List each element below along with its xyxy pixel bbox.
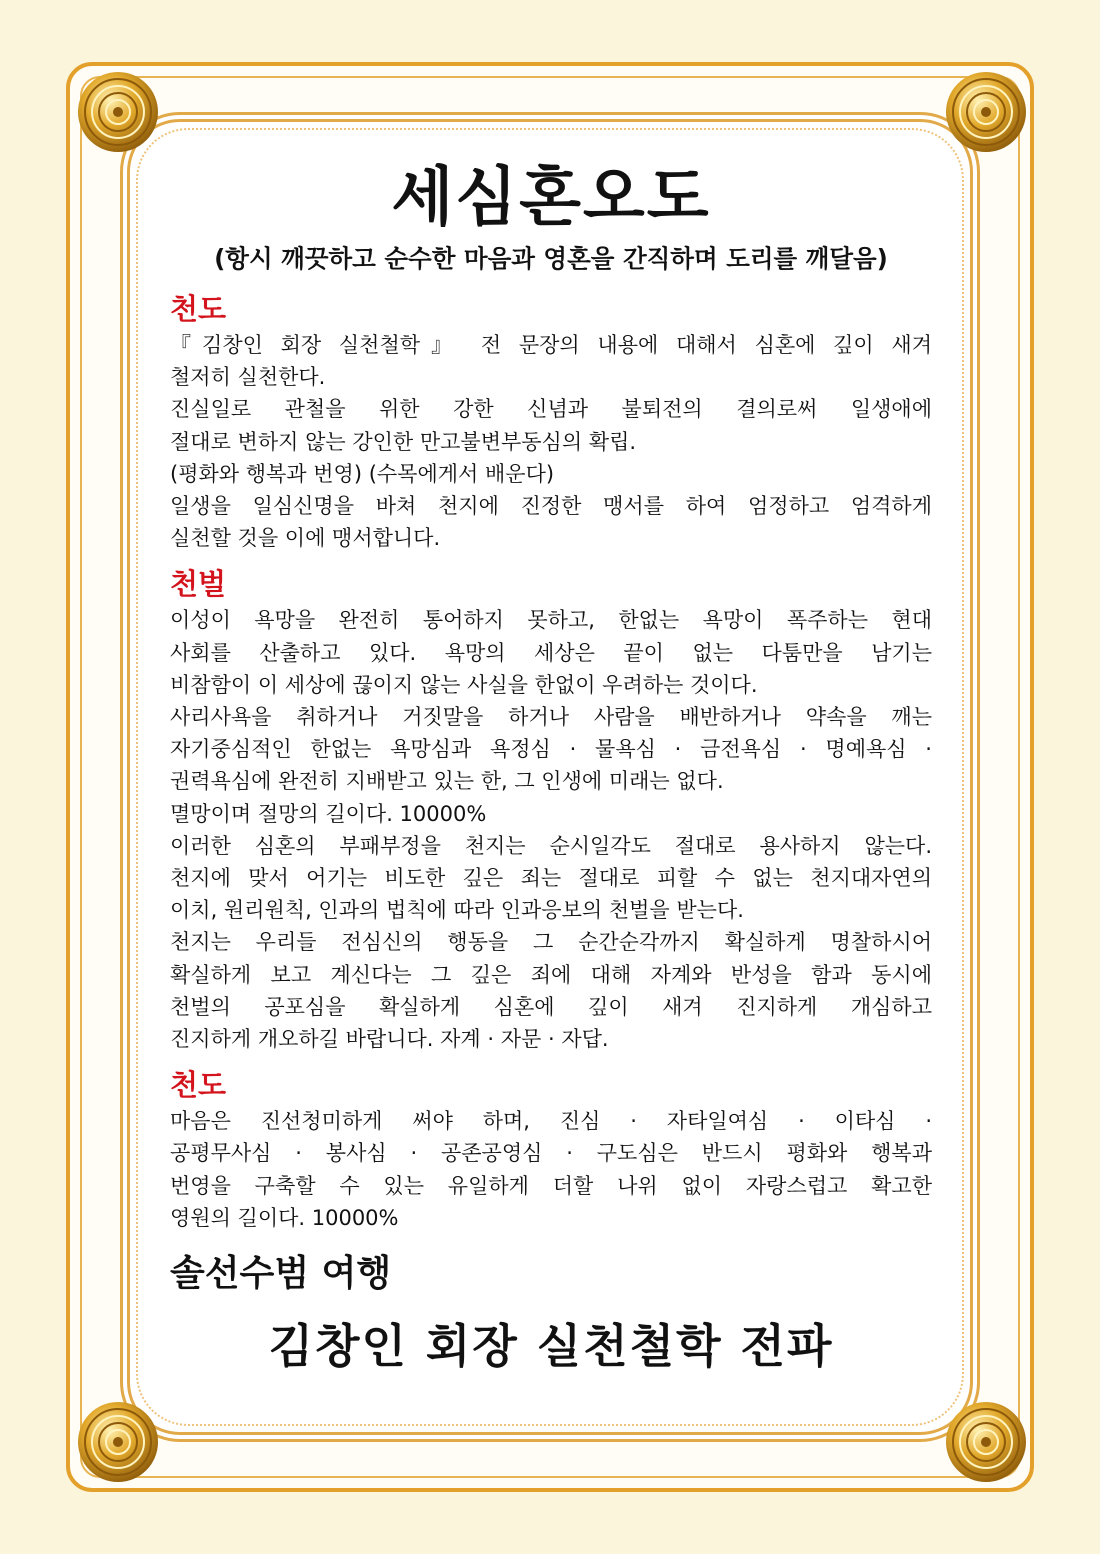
section-heading: 천도 xyxy=(170,292,227,326)
document-body xyxy=(170,160,932,1376)
text-line: 멸망이며 절망의 길이다. 10000% xyxy=(170,801,487,826)
gold-medallion-icon xyxy=(76,1400,160,1484)
text-line: 천지에 맞서 어기는 비도한 깊은 죄는 절대로 피할 수 없는 천지대자연의 xyxy=(170,866,932,891)
footer-slogan: 솔선수범 여행 xyxy=(170,1253,392,1295)
section-cheondo-1 xyxy=(170,289,932,554)
page-title: 세심혼오도 xyxy=(391,161,711,235)
text-line: 이성이 욕망을 완전히 통어하지 못하고, 한없는 욕망이 폭주하는 현대 xyxy=(170,608,932,633)
footer-title: 김창인 회장 실천철학 전파 xyxy=(268,1319,834,1374)
text-line: 진지하게 개오하길 바랍니다. 자계 · 자문 · 자답. xyxy=(170,1027,609,1052)
text-line: 마음은 진선청미하게 써야 하며, 진심 · 자타일여심 · 이타심 · xyxy=(170,1109,932,1134)
text-line: 천지는 우리들 전심신의 행동을 그 순간순각까지 확실하게 명찰하시어 xyxy=(170,930,932,955)
text-line: 이치, 원리원칙, 인과의 법칙에 따라 인과응보의 천벌을 받는다. xyxy=(170,898,744,923)
text-line: 『김창인 회장 실천철학』 전 문장의 내용에 대해서 심혼에 깊이 새겨 xyxy=(170,333,932,357)
section-cheonbeol xyxy=(170,564,932,1055)
text-line: 영원의 길이다. 10000% xyxy=(170,1205,399,1230)
section-heading: 천도 xyxy=(170,1068,227,1103)
section-heading: 천벌 xyxy=(170,567,227,602)
text-line: 번영을 구축할 수 있는 유일하게 더할 나위 없이 자랑스럽고 확고한 xyxy=(170,1173,932,1198)
text-line: 사회를 산출하고 있다. 욕망의 세상은 끝이 없는 다툼만을 남기는 xyxy=(170,640,932,665)
gold-medallion-icon xyxy=(944,70,1028,154)
text-line: 절대로 변하지 않는 강인한 만고불변부동심의 확립. xyxy=(170,429,637,454)
text-line: 자기중심적인 한없는 욕망심과 욕정심 · 물욕심 · 금전욕심 · 명예욕심 · xyxy=(170,737,932,762)
text-line: 일생을 일심신명을 바쳐 천지에 진정한 맹서를 하여 엄정하고 엄격하게 xyxy=(170,494,932,519)
gold-medallion-icon xyxy=(944,1400,1028,1484)
text-line: (평화와 행복과 번영) (수목에게서 배운다) xyxy=(170,461,555,486)
text-line: 실천할 것을 이에 맹서합니다. xyxy=(170,526,441,551)
text-line: 비참함이 이 세상에 끊이지 않는 사실을 한없이 우려하는 것이다. xyxy=(170,672,758,697)
gold-medallion-icon xyxy=(76,70,160,154)
text-line: 사리사욕을 취하거나 거짓말을 하거나 사람을 배반하거나 약속을 깨는 xyxy=(170,705,932,730)
page-subtitle: (항시 깨끗하고 순수한 마음과 영혼을 간직하며 도리를 깨달음) xyxy=(214,244,888,273)
text-line: 진실일로 관철을 위한 강한 신념과 불퇴전의 결의로써 일생애에 xyxy=(170,397,932,422)
text-line: 공평무사심 · 봉사심 · 공존공영심 · 구도심은 반드시 평화와 행복과 xyxy=(170,1141,932,1166)
section-cheondo-2 xyxy=(170,1065,932,1234)
text-line: 확실하게 보고 계신다는 그 깊은 죄에 대해 자계와 반성을 함과 동시에 xyxy=(170,962,932,987)
text-line: 천벌의 공포심을 확실하게 심혼에 깊이 새겨 진지하게 개심하고 xyxy=(170,994,932,1019)
text-line: 철저히 실천한다. xyxy=(170,365,326,390)
text-line: 권력욕심에 완전히 지배받고 있는 한, 그 인생에 미래는 없다. xyxy=(170,769,724,794)
text-line: 이러한 심혼의 부패부정을 천지는 순시일각도 절대로 용사하지 않는다. xyxy=(170,833,932,858)
